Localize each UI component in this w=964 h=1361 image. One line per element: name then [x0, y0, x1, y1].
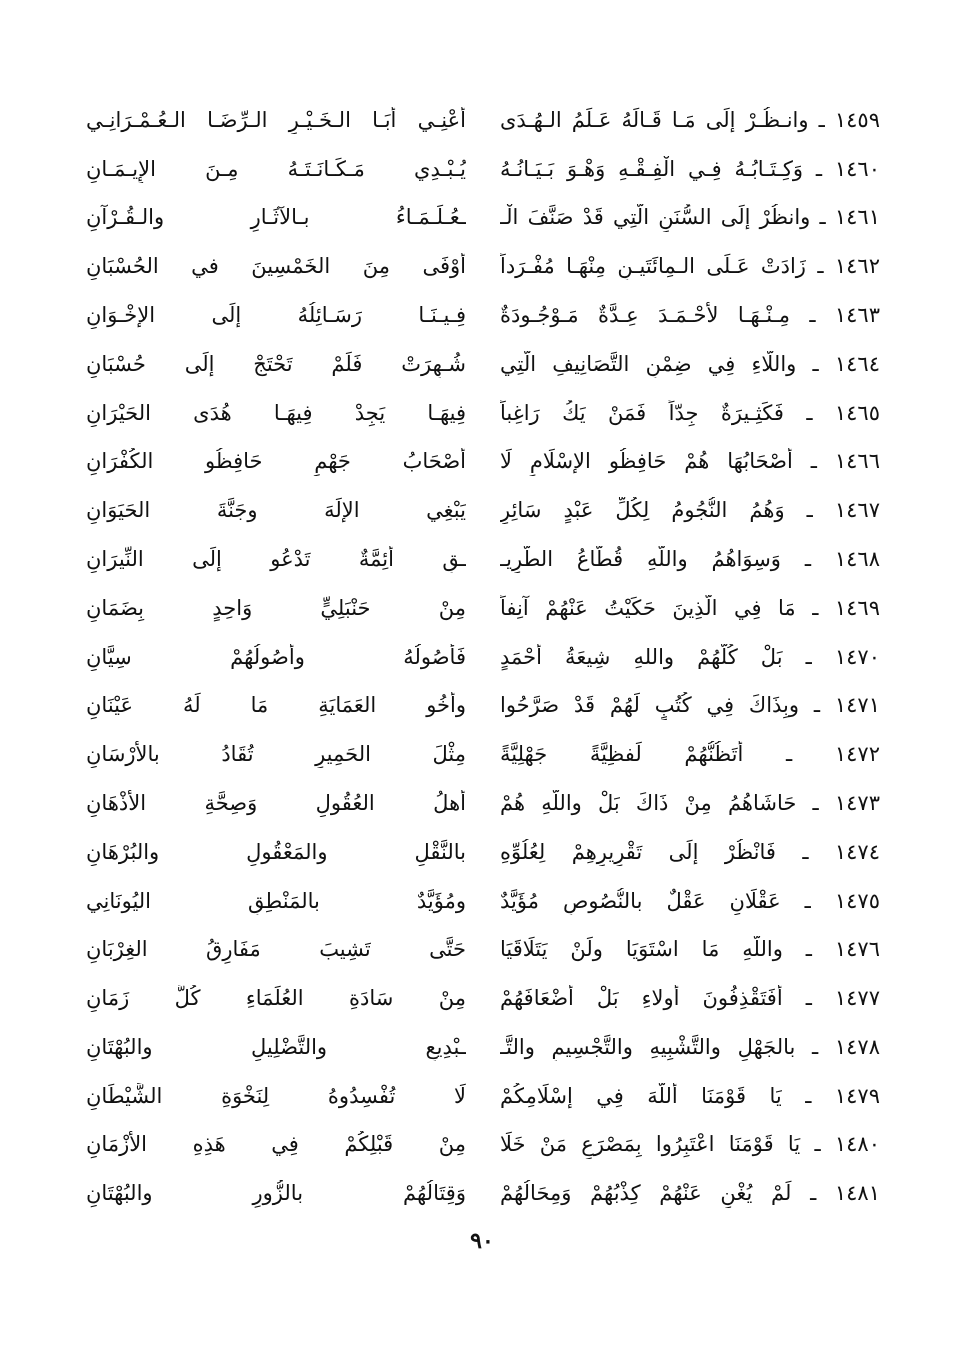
verse-first-hemistich: ١٤٧٦ ـ واللَّهِ مَا اسْتَوَيَا ولَنْ يَتَلَاقَيَا	[500, 937, 880, 962]
verse-line	[86, 291, 880, 340]
verse-first-hemistich: ١٤٦١ ـ وانظُرْ إلَى السُّنَنِ الَّتِي قَدْ صَنَّفَ الْـ	[500, 205, 880, 230]
verse-second-hemistich: أصْحَابُ جَهْمٍ حَافِظُو الكُفْرَانِ	[86, 449, 466, 474]
verse-first-hemistich: ١٤٧١ ـ وبِذَاكَ فِي كُتُبٍ لَهُمْ قَدْ صَرَّحُوا	[500, 693, 880, 718]
verse-first-hemistich: ١٤٧٨ ـ بالجَهْلِ والتَّشْبِيهِ والتَّجْسِيمِ والتَّـ	[500, 1034, 880, 1059]
poem-body	[86, 96, 880, 1218]
verse-line	[86, 340, 880, 389]
verse-first-hemistich: ١٤٨٠ ـ يَا قَوْمَنَا اعْتَبِرُوا بِمَصْرَعِ مَنْ خَلَا	[500, 1132, 880, 1157]
verse-second-hemistich: وَقِتَالُهُمْ بالزُّورِ والبُهْتَانِ	[86, 1181, 466, 1206]
verse-second-hemistich: ـقِ أئِمَّةٌ تَدْعُو إلَى النِّيرَانِ	[86, 546, 466, 571]
verse-line	[86, 535, 880, 584]
verse-line	[86, 1121, 880, 1170]
verse-line	[86, 1170, 880, 1219]
verse-second-hemistich: يُـبْـدِي مَـكَـانَـتَـهُ مِـنَ الإِيـمَـانِ	[86, 156, 466, 181]
verse-first-hemistich: ١٤٦٤ ـ واللَّاءِ فِي ضِمْنِ التَّصَانِيفِ الَّتِي	[500, 351, 880, 376]
verse-first-hemistich: ١٤٧٥ ـ عَقْلَانِ عَقْلٌ بالنُّصُوصِ مُؤَيَّدٌ	[500, 888, 880, 913]
verse-first-hemistich: ١٤٧٩ ـ يَا قَوْمَنَا أللَّهَ فِي إسْلَامِكُمْ	[500, 1083, 880, 1108]
verse-first-hemistich: ١٤٦٧ ـ وَهُمُ النُّجُومُ لِكُلِّ عَبْدٍ سَائِرٍ	[500, 498, 880, 523]
verse-second-hemistich: مِنْ قَبْلِكُمْ فِي هَذِهِ الأزْمَانِ	[86, 1132, 466, 1157]
verse-second-hemistich: بالنَّقْلِ والمَعْقُولِ والبُرْهَانِ	[86, 839, 466, 864]
verse-second-hemistich: وأخُو العَمَايَةِ مَا لَهُ عَيْنَانِ	[86, 693, 466, 718]
verse-second-hemistich: شُـهِرَتْ فَلَمْ تَحْتَجْ إلَى حُسْبَانِ	[86, 351, 466, 376]
verse-line	[86, 828, 880, 877]
verse-second-hemistich: مِنْ سَادَةِ العُلَمَاءِ كُلَّ زَمَانِ	[86, 986, 466, 1011]
verse-line	[86, 1023, 880, 1072]
verse-first-hemistich: ١٤٧٢ ـ أتَظُنُّهُمْ لَفظِيَّةً جَهْلِيَّةً	[500, 742, 880, 767]
verse-line	[86, 682, 880, 731]
verse-second-hemistich: ـبْدِيعِ والتَّضْلِيلِ والبُهْتَانِ	[86, 1034, 466, 1059]
verse-line	[86, 584, 880, 633]
verse-line	[86, 486, 880, 535]
verse-first-hemistich: ١٤٥٩ ـ وانـظُـرْ إلَى مَـا قَـالَهُ عَـلَمُ الـهُـدَى	[500, 107, 880, 132]
verse-second-hemistich: مِثْلَ الحَمِيرِ تُقَادُ بالأرْسَانِ	[86, 742, 466, 767]
verse-line	[86, 633, 880, 682]
verse-second-hemistich: لَا تُفْسِدُوهُ لِنَخْوَةِ الشَّيْطَانِ	[86, 1083, 466, 1108]
verse-first-hemistich: ١٤٦٣ ـ مِـنْـهَـا لأحْـمَـدَ عِـدَّةٌ مَـوْجُـودَةٌ	[500, 302, 880, 327]
verse-first-hemistich: ١٤٨١ ـ لَمْ يُغْنِ عَنْهُمْ كِذْبُهُمْ وَمِحَالُهُمْ	[500, 1181, 880, 1206]
verse-first-hemistich: ١٤٦٠ ـ وَكِـتَـابُـهُ فِـي الْفِـقْـهِ وَهْـوَ بَـيَـانُـهُ	[500, 156, 880, 181]
verse-line	[86, 1072, 880, 1121]
verse-line	[86, 194, 880, 243]
verse-line	[86, 779, 880, 828]
verse-line	[86, 96, 880, 145]
verse-second-hemistich: فِـيـنَـا رَسَـائِلُهُ إلَى الإخْـوَانِ	[86, 302, 466, 327]
verse-line	[86, 438, 880, 487]
page-number: ٩٠	[470, 1228, 494, 1254]
verse-first-hemistich: ١٤٦٦ ـ أصْحَابُهَا هُمْ حَافِظُو الإسْلَامِ لَا	[500, 449, 880, 474]
verse-first-hemistich: ١٤٧٧ ـ أفَتَقْذِفُونَ أولاءِ بَلْ أضْعَافَهُمْ	[500, 986, 880, 1011]
verse-first-hemistich: ١٤٦٥ ـ فَكَثِـيرَةٌ جِدّاً فَمَنْ يَكُ رَاغِباً	[500, 400, 880, 425]
verse-first-hemistich: ١٤٦٢ ـ زَادَتْ عَـلَى الـمِائَتَيـنِ مِنْهَـا مُفْـرَداً	[500, 254, 880, 279]
verse-line	[86, 145, 880, 194]
verse-second-hemistich: ومُؤَيَّدٌ بالمَنْطِقِ اليُونَانِي	[86, 888, 466, 913]
verse-first-hemistich: ١٤٧٤ ـ فَانْظُرْ إلَى تَقْرِيرِهِمْ لِعُلُوِّهِ	[500, 839, 880, 864]
verse-second-hemistich: أعْنِـي أبَـا الـخَـيْـرِ الـرِّضَـا الـعُـمْـرَانِـي	[86, 107, 466, 132]
verse-line	[86, 974, 880, 1023]
verse-second-hemistich: حَتَّى تَشِيبَ مَفَارِقُ الغِرْبَانِ	[86, 937, 466, 962]
verse-line	[86, 877, 880, 926]
verse-second-hemistich: فَأصُولُهُ وأصُولُهُمْ سِيَّانِ	[86, 644, 466, 669]
verse-first-hemistich: ١٤٧٠ ـ بَلْ كُلُّهُمْ واللهِ شِيعَةُ أحْمَدٍ	[500, 644, 880, 669]
verse-line	[86, 730, 880, 779]
verse-line	[86, 389, 880, 438]
verse-second-hemistich: ـعُـلَـمَـاءُ بـالآثَـارِ والـقُـرْآنِ	[86, 205, 466, 230]
verse-second-hemistich: فِيهَـا يَجِدْ فِيهَـا هُدَى الحَيْرَانِ	[86, 400, 466, 425]
verse-first-hemistich: ١٤٧٣ ـ حَاشَاهُمُ مِنْ ذَاكَ بَلْ واللَّهِ هُمْ	[500, 790, 880, 815]
verse-first-hemistich: ١٤٦٩ ـ مَا فِي الَّذِينَ حَكَيْتُ عَنْهُمْ آنِفاً	[500, 595, 880, 620]
verse-second-hemistich: أوْفَى مِنَ الخَمْسِينَ في الحُسْبَانِ	[86, 254, 466, 279]
verse-second-hemistich: مِنْ حَنْبَلِيٍّ وَاحِدٍ بِضَمَانِ	[86, 595, 466, 620]
verse-second-hemistich: أهلُ العُقُولِ وَصِحَّةِ الأذْهَانِ	[86, 790, 466, 815]
verse-second-hemistich: يَبْغِي الإلَهَ وجَنَّةَ الحَيَوَانِ	[86, 498, 466, 523]
verse-line	[86, 242, 880, 291]
verse-first-hemistich: ١٤٦٨ ـ وَسِوَاهُمُ واللَّهِ قُطَّاعُ الطَّرِيـ	[500, 546, 880, 571]
verse-line	[86, 926, 880, 975]
